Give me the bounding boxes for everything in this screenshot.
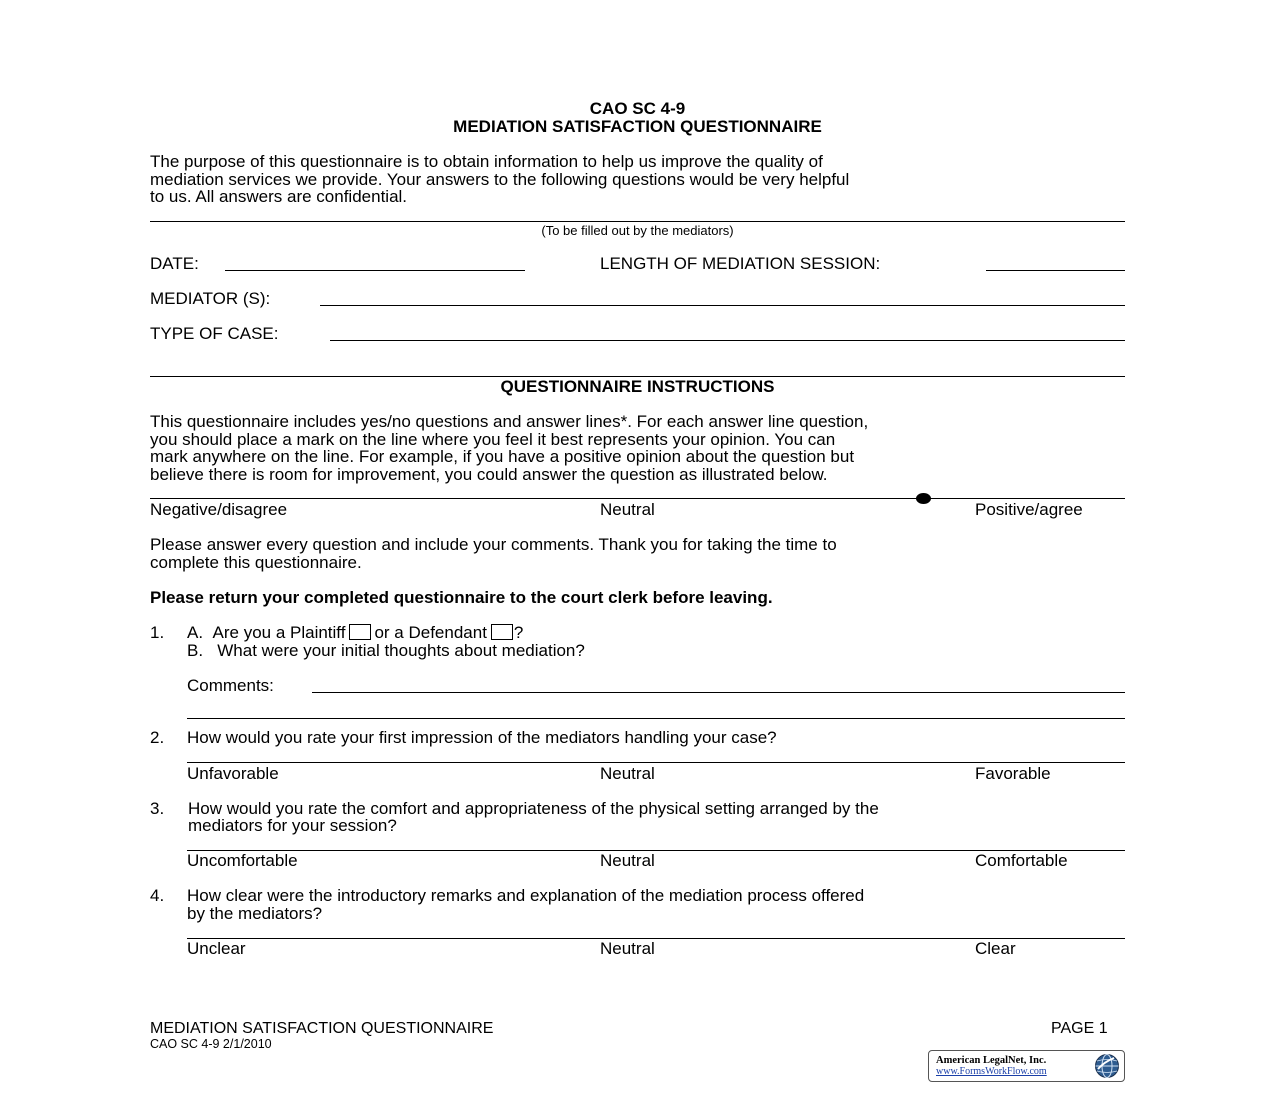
instructions-heading: QUESTIONNAIRE INSTRUCTIONS	[500, 377, 775, 396]
mediator-label: MEDIATOR (S):	[150, 289, 271, 308]
mediator-field[interactable]	[320, 305, 1125, 306]
q2-text: How would you rate your first impression of the mediators handling your case?	[187, 728, 777, 747]
q3-text-1: How would you rate the comfort and appropriateness of the physical setting arranged by the	[188, 799, 879, 818]
instructions-line-1: This questionnaire includes yes/no questions and answer lines*. For each answer line question,	[150, 412, 869, 431]
footer-page: PAGE 1	[1051, 1020, 1108, 1037]
date-field[interactable]	[225, 270, 525, 271]
case-type-field[interactable]	[330, 340, 1125, 341]
defendant-checkbox[interactable]	[491, 624, 513, 640]
footer-title: MEDIATION SATISFACTION QUESTIONNAIRE	[150, 1020, 494, 1037]
q1-a-text-end: ?	[513, 623, 524, 642]
q1-a-text-2: or a Defendant	[374, 623, 487, 642]
example-scale-right: Positive/agree	[975, 500, 1083, 519]
instructions-line-3: mark anywhere on the line. For example, if you have a positive opinion about the question but	[150, 447, 855, 466]
publisher-logo[interactable]	[928, 1050, 1125, 1082]
q2-scale-right: Favorable	[975, 764, 1051, 783]
footer-code-date: CAO SC 4-9 2/1/2010	[150, 1037, 272, 1051]
q3-text-2: mediators for your session?	[188, 816, 397, 835]
closing-line-2: complete this questionnaire.	[150, 553, 362, 572]
closing-line-1: Please answer every question and include your comments. Thank you for taking the time to	[150, 535, 837, 554]
length-label: LENGTH OF MEDIATION SESSION:	[600, 254, 881, 273]
q2-scale-line[interactable]	[187, 762, 1125, 763]
q3-scale-left: Uncomfortable	[187, 851, 298, 870]
q4-scale-middle: Neutral	[600, 939, 655, 958]
q4-text-1: How clear were the introductory remarks and explanation of the mediation process offered	[187, 886, 865, 905]
date-label: DATE:	[150, 254, 199, 273]
q3-scale-right: Comfortable	[975, 851, 1068, 870]
q3-number: 3.	[150, 799, 165, 818]
q2-number: 2.	[150, 728, 165, 747]
page-title: MEDIATION SATISFACTION QUESTIONNAIRE	[453, 117, 822, 136]
mediator-note: (To be filled out by the mediators)	[541, 223, 734, 238]
q1-b-label: B.	[187, 641, 204, 660]
q2-scale-left: Unfavorable	[187, 764, 279, 783]
q1-a-label: A.	[187, 623, 204, 642]
instructions-line-2: you should place a mark on the line where you feel it best represents your opinion. You can	[150, 430, 836, 449]
example-scale-marker	[916, 493, 931, 504]
length-field[interactable]	[986, 270, 1125, 271]
plaintiff-checkbox[interactable]	[349, 624, 371, 640]
logo-name: American LegalNet, Inc.	[936, 1055, 1047, 1066]
instructions-line-4: believe there is room for improvement, you could answer the question as illustrated below.	[150, 465, 828, 484]
case-type-label: TYPE OF CASE:	[150, 324, 279, 343]
example-scale-middle: Neutral	[600, 500, 655, 519]
intro-line-1: The purpose of this questionnaire is to obtain information to help us improve the quality of	[150, 152, 823, 171]
q4-text-2: by the mediators?	[187, 904, 323, 923]
q1-b-text: What were your initial thoughts about mediation?	[217, 641, 585, 660]
q1-comments-field-2[interactable]	[187, 718, 1125, 719]
q4-number: 4.	[150, 886, 165, 905]
q3-scale-middle: Neutral	[600, 851, 655, 870]
globe-icon	[1094, 1053, 1120, 1079]
example-scale-left: Negative/disagree	[150, 500, 288, 519]
intro-line-3: to us. All answers are confidential.	[150, 187, 408, 206]
q1-number: 1.	[150, 623, 165, 642]
section-divider	[150, 221, 1125, 222]
q2-scale-middle: Neutral	[600, 764, 655, 783]
q1-comments-label: Comments:	[187, 676, 274, 695]
return-note: Please return your completed questionnaire to the court clerk before leaving.	[150, 588, 773, 607]
q1-comments-field[interactable]	[312, 692, 1125, 693]
q4-scale-left: Unclear	[187, 939, 246, 958]
q1-b	[187, 642, 585, 660]
logo-url[interactable]: www.FormsWorkFlow.com	[936, 1066, 1047, 1077]
intro-line-2: mediation services we provide. Your answers to the following questions would be very helpful	[150, 170, 850, 189]
q1-a-text-1: Are you a Plaintiff	[212, 623, 346, 642]
q4-scale-right: Clear	[975, 939, 1016, 958]
q1-a	[187, 624, 523, 642]
form-code: CAO SC 4-9	[589, 99, 686, 118]
example-scale-line	[150, 498, 1125, 499]
